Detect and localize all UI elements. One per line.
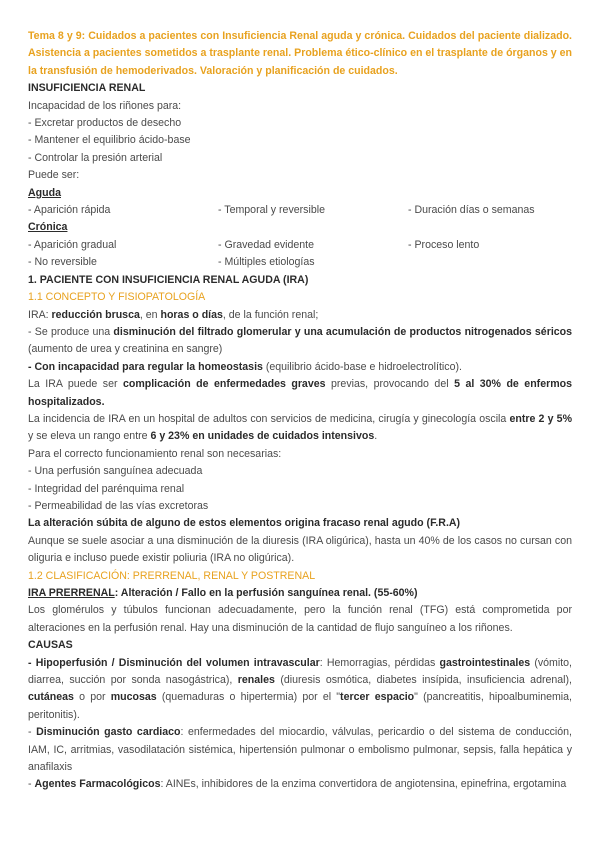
cronica-label: Crónica [28, 221, 68, 234]
aguda-item: - Aparición rápida [28, 204, 111, 217]
complicacion-paragraph [28, 376, 572, 411]
ir-intro: Incapacidad de los riñones para: [28, 99, 182, 112]
cronica-row [28, 237, 572, 254]
text: " (pancreatitis, hipoalbuminemia, peritonitis). [28, 691, 572, 721]
list-item: - Mantener el equilibrio ácido-base [28, 134, 191, 147]
text-bold: tercer espacio [340, 691, 415, 704]
text-bold: mucosas [110, 691, 157, 704]
text: : AINEs, inhibidores de la enzima convertidora de angiotensina, epinefrina, ergotamina [160, 778, 567, 791]
text: o por [73, 691, 111, 704]
text: (diuresis osmótica, diabetes insípida, insuficiencia adrenal), [274, 674, 572, 687]
prerrenal-label: IRA PRERRENAL [28, 587, 115, 599]
text-bold: : Alteración / Fallo en la perfusión sanguínea renal. (55-60%) [114, 587, 418, 599]
puede-ser: Puede ser: [28, 169, 80, 182]
text-bold: Agentes Farmacológicos [34, 778, 161, 791]
text-bold: renales [237, 674, 275, 687]
text: - [28, 778, 35, 791]
text: La incidencia de IRA en un hospital de adultos con servicios de medicina, cirugía y ginecología oscila [28, 412, 510, 425]
homeostasis-paragraph [28, 359, 572, 376]
text-bold: Disminución gasto cardiaco [36, 726, 181, 739]
aguda-item: - Temporal y reversible [218, 204, 325, 217]
text: (quemaduras o hipertermia) por el " [156, 691, 341, 704]
text: , en [139, 308, 161, 321]
cronica-item: - Múltiples etiologías [218, 256, 315, 269]
text: : enfermedades del miocardio, válvulas, pericardio o del sistema de conducción, IAM, IC, arritmias, vasodilatación sistémica, hipertensión pulmonar o embolismo pulmonar, sepsis, falla hepática y anafilaxis [28, 726, 572, 774]
subsection-heading-clasificacion: 1.2 CLASIFICACIÓN: PRERRENAL, RENAL Y POSTRENAL [28, 569, 316, 582]
text-bold: gastrointestinales [439, 656, 531, 669]
text-bold: 5 al 30% de enfermos hospitalizados. [28, 378, 572, 408]
cronica-item: - Gravedad evidente [218, 238, 314, 251]
section-heading-insuficiencia-renal: INSUFICIENCIA RENAL [28, 82, 146, 95]
hipoperfusion-paragraph [28, 655, 572, 725]
farmaco-paragraph [28, 776, 572, 793]
section-heading-ira: 1. PACIENTE CON INSUFICIENCIA RENAL AGUDA (IRA) [28, 273, 309, 286]
text-bold: 6 y 23% en unidades de cuidados intensivos [150, 430, 375, 443]
text: . [374, 430, 378, 443]
list-item: - Una perfusión sanguínea adecuada [28, 465, 203, 478]
causas-heading: CAUSAS [28, 639, 73, 652]
funcionamiento-intro: Para el correcto funcionamiento renal son necesarias: [28, 447, 282, 460]
list-item: - Excretar productos de desecho [28, 117, 182, 130]
cronica-item: - No reversible [28, 256, 97, 269]
subsection-heading-concepto: 1.1 CONCEPTO Y FISIOPATOLOGÍA [28, 291, 206, 304]
cronica-item: - Aparición gradual [28, 238, 117, 251]
incidencia-paragraph [28, 411, 572, 446]
aguda-item: - Duración días o semanas [408, 204, 535, 217]
cronica-item: - Proceso lento [408, 238, 480, 251]
text-bold: entre 2 y 5% [509, 412, 572, 425]
gasto-paragraph [28, 724, 572, 776]
glomerulos-paragraph: Los glomérulos y túbulos funcionan adecuadamente, pero la función renal (TFG) está comprometida por alteraciones en la perfusión renal. Hay una disminución de la cantidad de flujo sanguíneo a los riñones. [28, 604, 572, 634]
text: (vómito, diarrea, succión por sonda nasogástrica), [28, 656, 572, 687]
alteracion-statement: La alteración súbita de alguno de estos elementos origina fracaso renal agudo (F.R.A) [28, 517, 461, 530]
text: , de la función renal; [222, 308, 319, 321]
filtrado-paragraph [28, 324, 572, 359]
ira-definition [28, 307, 572, 324]
document-title: Tema 8 y 9: Cuidados a pacientes con Insuficiencia Renal aguda y crónica. Cuidados del paciente dializado. Asistencia a pacientes sometidos a trasplante renal. Problema ético-clínico en el trasplante de órganos y en la transfusión de hemoderivados. Valoración y planificación de cuidados. [28, 30, 572, 77]
text: y se eleva un rango entre [28, 430, 151, 443]
text-bold: disminución del filtrado glomerular y una acumulación de productos nitrogenados séricos [113, 325, 573, 338]
text-bold: cutáneas [28, 691, 74, 704]
text-bold: horas o días [160, 308, 223, 321]
aguda-row [28, 202, 572, 219]
text: : Hemorragias, pérdidas [319, 656, 440, 669]
cronica-row [28, 254, 572, 271]
text: (aumento de urea y creatinina en sangre) [28, 343, 223, 356]
list-item: - Integridad del parénquima renal [28, 482, 185, 495]
text-bold: - Con incapacidad para regular la homeostasis [28, 360, 263, 373]
aguda-label: Aguda [28, 186, 61, 199]
text: IRA: [28, 308, 52, 321]
text: - Se produce una [28, 325, 114, 338]
text-bold: complicación de enfermedades graves [122, 378, 326, 391]
text-bold: reducción brusca [51, 308, 140, 321]
text: (equilibrio ácido-base e hidroelectrolítico). [262, 360, 462, 373]
prerrenal-heading [28, 585, 572, 602]
text: La IRA puede ser [28, 378, 123, 391]
list-item: - Controlar la presión arterial [28, 151, 163, 164]
text: - [28, 726, 37, 739]
text: previas, provocando del [325, 378, 455, 391]
oliguria-paragraph: Aunque se suele asociar a una disminución de la diuresis (IRA oligúrica), hasta un 40% de los casos no cursan con oliguria e incluso puede existir poliuria (IRA no oligúrica). [28, 534, 572, 565]
list-item: - Permeabilidad de las vías excretoras [28, 499, 209, 512]
text-bold: - Hipoperfusión / Disminución del volumen intravascular [28, 656, 320, 669]
